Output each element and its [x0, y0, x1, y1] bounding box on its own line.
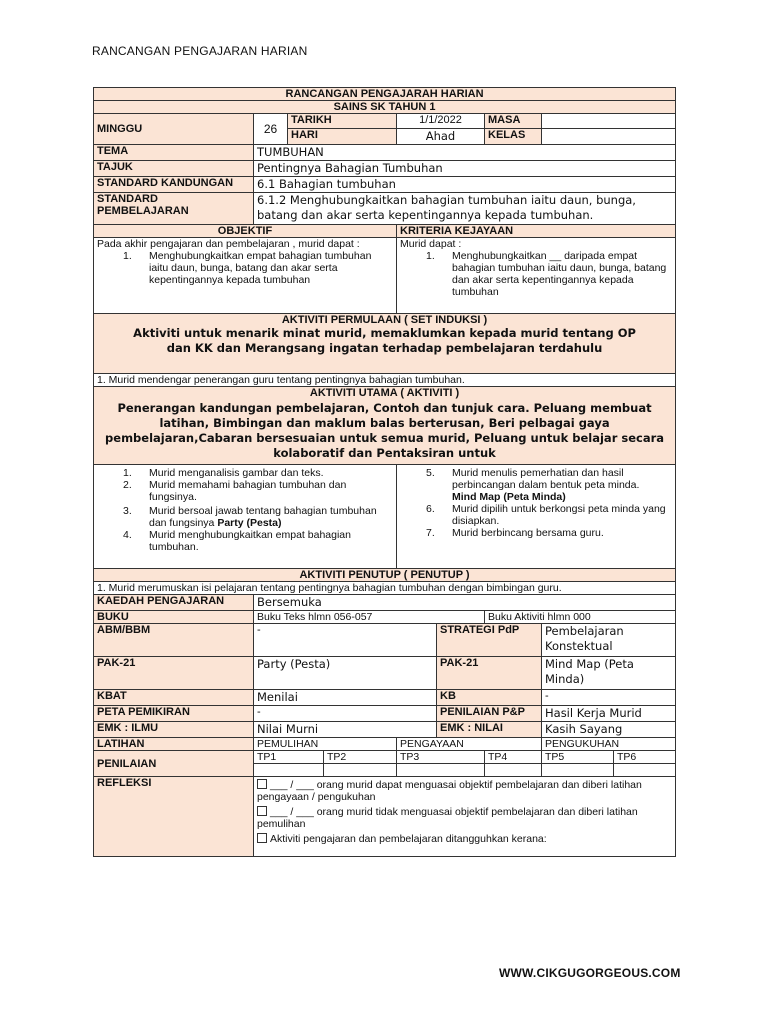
mind-map-tag: Mind Map (Peta Minda): [452, 491, 566, 503]
tajuk-label: TAJUK: [94, 161, 254, 177]
checkbox-icon[interactable]: [257, 833, 267, 843]
list-item: 4. Murid menghubungkaitkan empat bahagian tumbuhan.: [123, 529, 351, 553]
penutup-item: 1. Murid merumuskan isi pelajaran tentang pentingnya bahagian tumbuhan dengan bimbingan guru.: [94, 582, 676, 595]
latihan-pengayaan[interactable]: PENGAYAAN: [397, 738, 542, 751]
list-item: 2. Murid memahami bahagian tumbuhan dan fungsinya.: [123, 479, 347, 503]
kriteria-list: [400, 250, 672, 298]
tajuk-value: Pentingnya Bahagian Tumbuhan: [254, 161, 676, 177]
footer-url[interactable]: WWW.CIKGUGORGEOUS.COM: [499, 966, 681, 980]
peta-label: PETA PEMIKIRAN: [94, 706, 254, 722]
permulaan-item: 1. Murid mendengar penerangan guru tentang pentingnya bahagian tumbuhan.: [94, 374, 676, 387]
tp4-mark[interactable]: [485, 764, 542, 777]
tp2-cell[interactable]: TP2: [324, 751, 397, 764]
permulaan-section: [94, 314, 676, 374]
buku-label: BUKU: [94, 611, 254, 624]
kaedah-value: Bersemuka: [254, 595, 676, 611]
penutup-label: AKTIVITI PENUTUP ( PENUTUP ): [94, 569, 676, 582]
checkbox-icon[interactable]: [257, 779, 267, 789]
kbat-value: Menilai: [254, 690, 437, 706]
penilaianpdp-label: PENILAIAN P&P: [437, 706, 542, 722]
kbat-label: KBAT: [94, 690, 254, 706]
tema-value: TUMBUHAN: [254, 145, 676, 161]
hari-label: HARI: [288, 129, 397, 145]
kelas-value: [542, 129, 676, 145]
sk-label: STANDARD KANDUNGAN: [94, 177, 254, 193]
abm-label: ABM/BBM: [94, 624, 254, 657]
penilaianpdp-value: Hasil Kerja Murid: [542, 706, 676, 722]
tp3-mark[interactable]: [397, 764, 485, 777]
utama-section: [94, 387, 676, 465]
emknilai-label: EMK : NILAI: [437, 722, 542, 738]
kb-value: -: [542, 690, 676, 706]
tp3-cell[interactable]: TP3: [397, 751, 485, 764]
list-item: 3. Murid bersoal jawab tentang bahagian tumbuhan dan fungsinya Party (Pesta): [123, 505, 377, 529]
sk-value: 6.1 Bahagian tumbuhan: [254, 177, 676, 193]
tema-label: TEMA: [94, 145, 254, 161]
objektif-label: OBJEKTIF: [94, 225, 397, 238]
emknilai-value: Kasih Sayang: [542, 722, 676, 738]
peta-value: -: [254, 706, 437, 722]
pak21-label: PAK-21: [94, 657, 254, 690]
sp-label: STANDARD PEMBELAJARAN: [94, 193, 254, 225]
pak21b-label: PAK-21: [437, 657, 542, 690]
hari-value: Ahad: [397, 129, 485, 145]
strategi-label: STRATEGI PdP: [437, 624, 542, 657]
buku-aktiviti: Buku Aktiviti hlmn 000: [485, 611, 676, 624]
list-item: 1. Menghubungkaitkan __ daripada empat bahagian tumbuhan iaitu daun, bunga, batang dan akar serta kepentingannya kepada tumbuhan: [426, 250, 667, 298]
objektif-item: Menghubungkaitkan empat bahagian tumbuhan iaitu daun, bunga, batang dan akar serta kepentingannya kepada tumbuhan: [149, 250, 372, 286]
kriteria-intro: Murid dapat :: [400, 238, 462, 250]
rph-table: [93, 87, 676, 857]
penilaian-label: PENILAIAN: [94, 751, 254, 777]
utama-right-list: [397, 465, 676, 569]
utama-desc: Penerangan kandungan pembelajaran, Contoh dan tunjuk cara. Peluang membuat latihan, Bimbingan dan maklum balas berterusan, Beri pelbagai gaya pembelajaran,Cabaran bersesuaian untuk semua murid, Peluang untuk belajar secara kolaboratif dan Pentaksiran untuk: [105, 401, 665, 460]
list-item: 1. Menghubungkaitkan empat bahagian tumbuhan iaitu daun, bunga, batang dan akar serta kepentingannya kepada tumbuhan: [123, 250, 372, 286]
list-item: 7. Murid berbincang bersama guru.: [426, 527, 604, 539]
kaedah-label: KAEDAH PENGAJARAN: [94, 595, 254, 611]
kb-label: KB: [437, 690, 542, 706]
rph-form: [93, 87, 675, 857]
checkbox-icon[interactable]: [257, 806, 267, 816]
latihan-label: LATIHAN: [94, 738, 254, 751]
objektif-list: [97, 250, 393, 286]
tp2-mark[interactable]: [324, 764, 397, 777]
tarikh-label: TARIKH: [288, 114, 397, 129]
tp5-mark[interactable]: [542, 764, 614, 777]
masa-value: [542, 114, 676, 129]
refleksi-label: REFLEKSI: [94, 777, 254, 857]
emkilmu-label: EMK : ILMU: [94, 722, 254, 738]
tp6-mark[interactable]: [614, 764, 676, 777]
tp1-cell[interactable]: TP1: [254, 751, 324, 764]
objektif-content: [94, 238, 397, 314]
utama-label: AKTIVITI UTAMA ( AKTIVITI ): [309, 387, 460, 399]
latihan-pengukuhan[interactable]: PENGUKUHAN: [542, 738, 676, 751]
tp6-cell[interactable]: TP6: [614, 751, 676, 764]
list-item: 5. Murid menulis pemerhatian dan hasil perbincangan dalam bentuk peta minda. Mind Map (Peta Minda): [426, 467, 640, 503]
pak21b-value: Mind Map (Peta Minda): [542, 657, 676, 690]
permulaan-label: AKTIVITI PERMULAAN ( SET INDUKSI ): [281, 314, 488, 326]
tp5-cell[interactable]: TP5: [542, 751, 614, 764]
minggu-value: 26: [254, 114, 288, 145]
tp1-mark[interactable]: [254, 764, 324, 777]
page-header: RANCANGAN PENGAJARAN HARIAN: [92, 44, 308, 58]
refleksi-line-1: ___ / ___ orang murid dapat menguasai objektif pembelajaran dan diberi latihan pengayaan / pengukuhan: [257, 779, 642, 803]
form-title: RANCANGAN PENGAJARAH HARIAN: [94, 88, 676, 101]
sp-value: 6.1.2 Menghubungkaitkan bahagian tumbuhan iaitu daun, bunga, batang dan akar serta kepentingannya kepada tumbuhan.: [254, 193, 676, 225]
tp4-cell[interactable]: TP4: [485, 751, 542, 764]
emkilmu-value: Nilai Murni: [254, 722, 437, 738]
tarikh-value: 1/1/2022: [397, 114, 485, 129]
strategi-value: Pembelajaran Konstektual: [542, 624, 676, 657]
permulaan-desc: Aktiviti untuk menarik minat murid, memaklumkan kepada murid tentang OP dan KK dan Merangsang ingatan terhadap pembelajaran terdahulu: [133, 326, 636, 355]
kriteria-item: Menghubungkaitkan __ daripada empat bahagian tumbuhan iaitu daun, bunga, batang dan akar serta kepentingannya kepada tumbuhan: [452, 250, 667, 298]
latihan-pemulihan[interactable]: PEMULIHAN: [254, 738, 397, 751]
pak21-value: Party (Pesta): [254, 657, 437, 690]
refleksi-line-3: Aktiviti pengajaran dan pembelajaran ditangguhkan kerana:: [270, 833, 547, 845]
list-item: 1. Murid menganalisis gambar dan teks.: [123, 467, 324, 479]
form-subject: SAINS SK TAHUN 1: [94, 101, 676, 114]
kriteria-content: [397, 238, 676, 314]
kelas-label: KELAS: [485, 129, 542, 145]
refleksi-content: [254, 777, 676, 857]
masa-label: MASA: [485, 114, 542, 129]
pak21-party-tag: Party (Pesta): [217, 517, 282, 529]
minggu-label: MINGGU: [94, 114, 254, 145]
list-item: 6. Murid dipilih untuk berkongsi peta minda yang disiapkan.: [426, 503, 666, 527]
objektif-intro: Pada akhir pengajaran dan pembelajaran , murid dapat :: [97, 238, 360, 250]
buku-teks: Buku Teks hlmn 056-057: [254, 611, 485, 624]
abm-value: -: [254, 624, 437, 657]
utama-left-list: [94, 465, 397, 569]
refleksi-line-2: ___ / ___ orang murid tidak menguasai objektif pembelajaran dan diberi latihan pemulihan: [257, 806, 638, 830]
kriteria-label: KRITERIA KEJAYAAN: [397, 225, 676, 238]
